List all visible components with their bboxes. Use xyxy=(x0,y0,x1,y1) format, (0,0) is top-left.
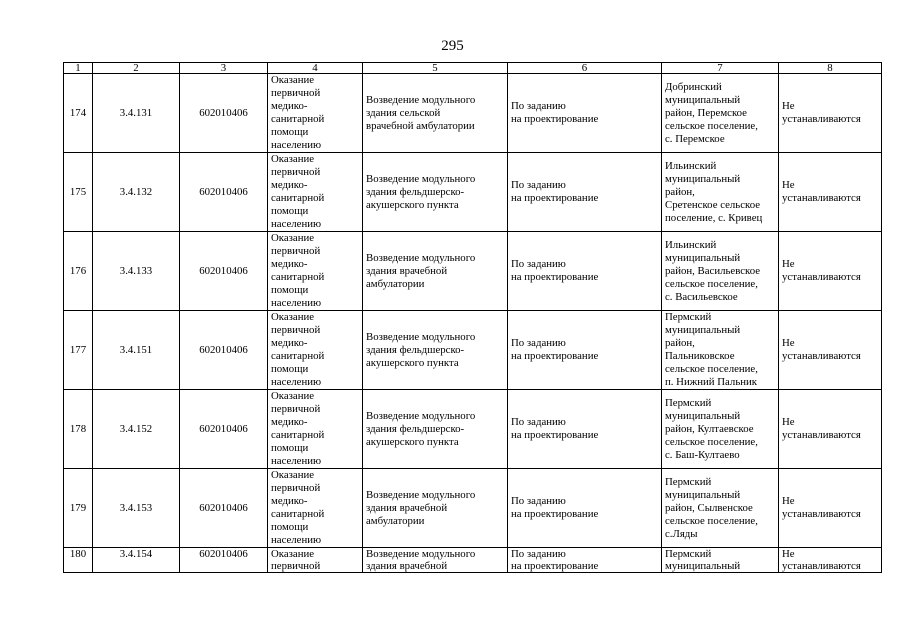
purpose-cell: Оказание первичной медико- санитарной помощи населению xyxy=(268,311,363,390)
object-code: 3.4.151 xyxy=(93,311,180,390)
column-header-6: 6 xyxy=(508,63,662,74)
zones-cell: Не устанавливаются xyxy=(779,390,882,469)
column-header-2: 2 xyxy=(93,63,180,74)
row-number: 176 xyxy=(64,232,93,311)
table-row xyxy=(64,548,882,573)
zones-cell: Не устанавливаются xyxy=(779,74,882,153)
table-row xyxy=(64,232,882,311)
column-header-5: 5 xyxy=(363,63,508,74)
table-row xyxy=(64,390,882,469)
basis-cell: По заданию на проектирование xyxy=(508,469,662,548)
zones-cell: Не устанавливаются xyxy=(779,469,882,548)
purpose-cell: Оказание первичной медико- санитарной помощи населению xyxy=(268,232,363,311)
row-number: 175 xyxy=(64,153,93,232)
table-row xyxy=(64,153,882,232)
location-cell: Ильинский муниципальный район, Сретенское сельское поселение, с. Кривец xyxy=(662,153,779,232)
location-cell: Пермский муниципальный район, Сылвенское сельское поселение, с.Ляды xyxy=(662,469,779,548)
row-number: 179 xyxy=(64,469,93,548)
classifier-code: 602010406 xyxy=(180,232,268,311)
zones-cell: Не устанавливаются xyxy=(779,548,882,573)
object-cell: Возведение модульного здания фельдшерско- акушерского пункта xyxy=(363,311,508,390)
zones-cell: Не устанавливаются xyxy=(779,232,882,311)
table-row xyxy=(64,74,882,153)
purpose-cell: Оказание первичной xyxy=(268,548,363,573)
classifier-code: 602010406 xyxy=(180,390,268,469)
location-cell: Пермский муниципальный район, Култаевское сельское поселение, с. Баш-Култаево xyxy=(662,390,779,469)
zones-cell: Не устанавливаются xyxy=(779,153,882,232)
column-header-1: 1 xyxy=(64,63,93,74)
basis-cell: По заданию на проектирование xyxy=(508,74,662,153)
object-cell: Возведение модульного здания врачебной амбулатории xyxy=(363,232,508,311)
classifier-code: 602010406 xyxy=(180,469,268,548)
location-cell: Добринский муниципальный район, Перемское сельское поселение, с. Перемское xyxy=(662,74,779,153)
location-cell: Пермский муниципальный xyxy=(662,548,779,573)
row-number: 180 xyxy=(64,548,93,573)
page-number: 295 xyxy=(441,38,464,54)
classifier-code: 602010406 xyxy=(180,548,268,573)
object-code: 3.4.133 xyxy=(93,232,180,311)
row-number: 178 xyxy=(64,390,93,469)
row-number: 174 xyxy=(64,74,93,153)
column-header-3: 3 xyxy=(180,63,268,74)
purpose-cell: Оказание первичной медико- санитарной помощи населению xyxy=(268,74,363,153)
classifier-code: 602010406 xyxy=(180,311,268,390)
object-cell: Возведение модульного здания фельдшерско- акушерского пункта xyxy=(363,390,508,469)
purpose-cell: Оказание первичной медико- санитарной помощи населению xyxy=(268,469,363,548)
column-header-4: 4 xyxy=(268,63,363,74)
header-row xyxy=(64,63,882,74)
object-code: 3.4.131 xyxy=(93,74,180,153)
location-cell: Пермский муниципальный район, Пальниковское сельское поселение, п. Нижний Пальник xyxy=(662,311,779,390)
data-table xyxy=(63,62,882,573)
basis-cell: По заданию на проектирование xyxy=(508,390,662,469)
object-cell: Возведение модульного здания врачебной xyxy=(363,548,508,573)
object-code: 3.4.154 xyxy=(93,548,180,573)
object-code: 3.4.152 xyxy=(93,390,180,469)
object-cell: Возведение модульного здания сельской врачебной амбулатории xyxy=(363,74,508,153)
object-cell: Возведение модульного здания врачебной амбулатории xyxy=(363,469,508,548)
location-cell: Ильинский муниципальный район, Васильевское сельское поселение, с. Васильевское xyxy=(662,232,779,311)
object-code: 3.4.132 xyxy=(93,153,180,232)
table-row xyxy=(64,311,882,390)
basis-cell: По заданию на проектирование xyxy=(508,311,662,390)
classifier-code: 602010406 xyxy=(180,153,268,232)
row-number: 177 xyxy=(64,311,93,390)
purpose-cell: Оказание первичной медико- санитарной помощи населению xyxy=(268,153,363,232)
basis-cell: По заданию на проектирование xyxy=(508,548,662,573)
zones-cell: Не устанавливаются xyxy=(779,311,882,390)
column-header-8: 8 xyxy=(779,63,882,74)
object-code: 3.4.153 xyxy=(93,469,180,548)
basis-cell: По заданию на проектирование xyxy=(508,232,662,311)
column-header-7: 7 xyxy=(662,63,779,74)
purpose-cell: Оказание первичной медико- санитарной помощи населению xyxy=(268,390,363,469)
classifier-code: 602010406 xyxy=(180,74,268,153)
object-cell: Возведение модульного здания фельдшерско- акушерского пункта xyxy=(363,153,508,232)
basis-cell: По заданию на проектирование xyxy=(508,153,662,232)
table-row xyxy=(64,469,882,548)
